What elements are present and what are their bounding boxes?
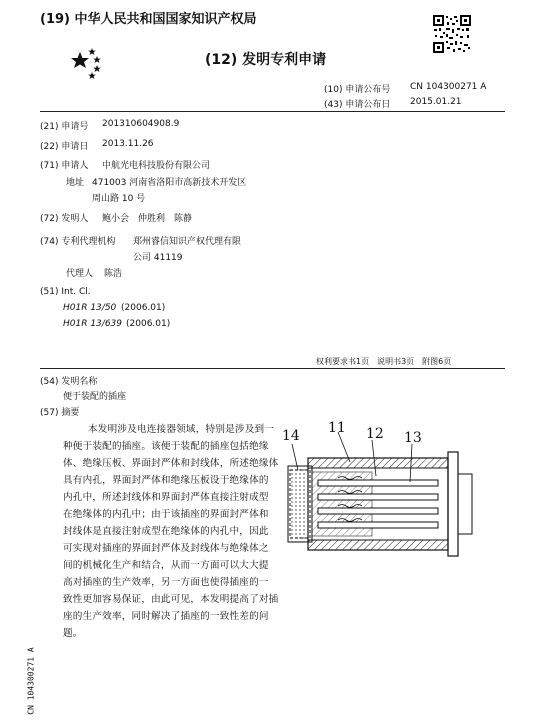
address-line-1: 471003 河南省洛阳市高新技术开发区 [92,178,247,188]
application-date: 2013.11.26 [102,139,154,149]
title-label: (54) 发明名称 [40,377,98,387]
abstract-line: 体、绝缘压板、界面封严体和封线体，所述绝缘体 [63,458,279,469]
abstract-line: 题。 [63,628,83,639]
abstract-line: 可实现对插座的界面封严体及封线体与绝缘体之 [63,543,269,554]
int-cl-label: (51) Int. Cl. [40,287,91,297]
abstract-line: 种便于装配的插座。该便于装配的插座包括绝缘 [63,441,269,452]
office-name: (19) 中华人民共和国国家知识产权局 [40,12,257,27]
figure-label-13: 13 [404,430,422,446]
abstract-line: 具有内孔，界面封严体和绝缘压板设于绝缘体的 [63,475,269,486]
abstract-line: 座的生产效率，同时解决了插座的一致性差的问 [63,611,269,622]
applicant: 中航光电科技股份有限公司 [102,161,211,171]
publication-date-label: (43) 申请公布日 [324,100,391,110]
abstract-line: 在绝缘体的内孔中；由于该插座的界面封严体和 [63,509,269,520]
ipc-code-1: H01R 13/50 [63,303,117,313]
ipc-code-2: H01R 13/639 [63,319,122,329]
figure-label-12: 12 [366,426,384,442]
ipc-version-2: (2006.01) [126,319,171,329]
application-number-label: (21) 申请号 [40,122,89,132]
publication-date: 2015.01.21 [410,97,462,107]
figure-label-11: 11 [328,420,346,436]
side-code-text: CN 104300271 A [26,647,36,715]
publication-number-label: (10) 申请公布号 [324,85,391,95]
side-publication-code [25,640,37,722]
figure-label-14: 14 [282,428,300,444]
agency-line-2: 公司 41119 [133,253,183,263]
header-divider [40,111,505,112]
abstract-line: 封线体是直接注射成型在绝缘体的内孔中，因此 [63,526,269,537]
address-label: 地址 [66,178,85,188]
ipc-version-1: (2006.01) [121,303,166,313]
application-number: 201310604908.9 [102,119,180,129]
abstract-line: 间的机械化生产和结合，从而一方面可以大大提 [63,560,269,571]
address-line-2: 周山路 10 号 [92,194,146,204]
invention-title: 便于装配的插座 [63,392,127,402]
applicant-label: (71) 申请人 [40,161,89,171]
agent: 陈浩 [104,269,123,279]
abstract-line: 高对插座的生产效率，另一方面也使得插座的一 [63,577,269,588]
page-counts: 权利要求书1页 说明书3页 附图6页 [316,357,452,366]
connector-drawing [278,416,518,566]
application-date-label: (22) 申请日 [40,142,89,152]
abstract-line: 内孔中，所述封线体和界面封严体直接注射成型 [63,492,269,503]
section-divider [40,368,505,369]
agent-label: 代理人 [66,269,94,279]
agency-line-1: 郑州睿信知识产权代理有限 [133,237,242,247]
publication-number: CN 104300271 A [410,82,487,92]
abstract-line: 本发明涉及电连接器领域，特别是涉及到一 [88,424,275,435]
agency-label: (74) 专利代理机构 [40,237,116,247]
abstract-line: 致性更加容易保证，由此可见，本发明提高了对插 [63,594,279,605]
abstract-label: (57) 摘要 [40,408,80,418]
qr-code-icon [432,14,472,54]
emblem-stars-icon [70,46,104,80]
document-type: (12) 发明专利申请 [205,52,327,68]
inventors: 鲍小会 仲胜利 陈静 [102,214,193,224]
inventors-label: (72) 发明人 [40,214,89,224]
